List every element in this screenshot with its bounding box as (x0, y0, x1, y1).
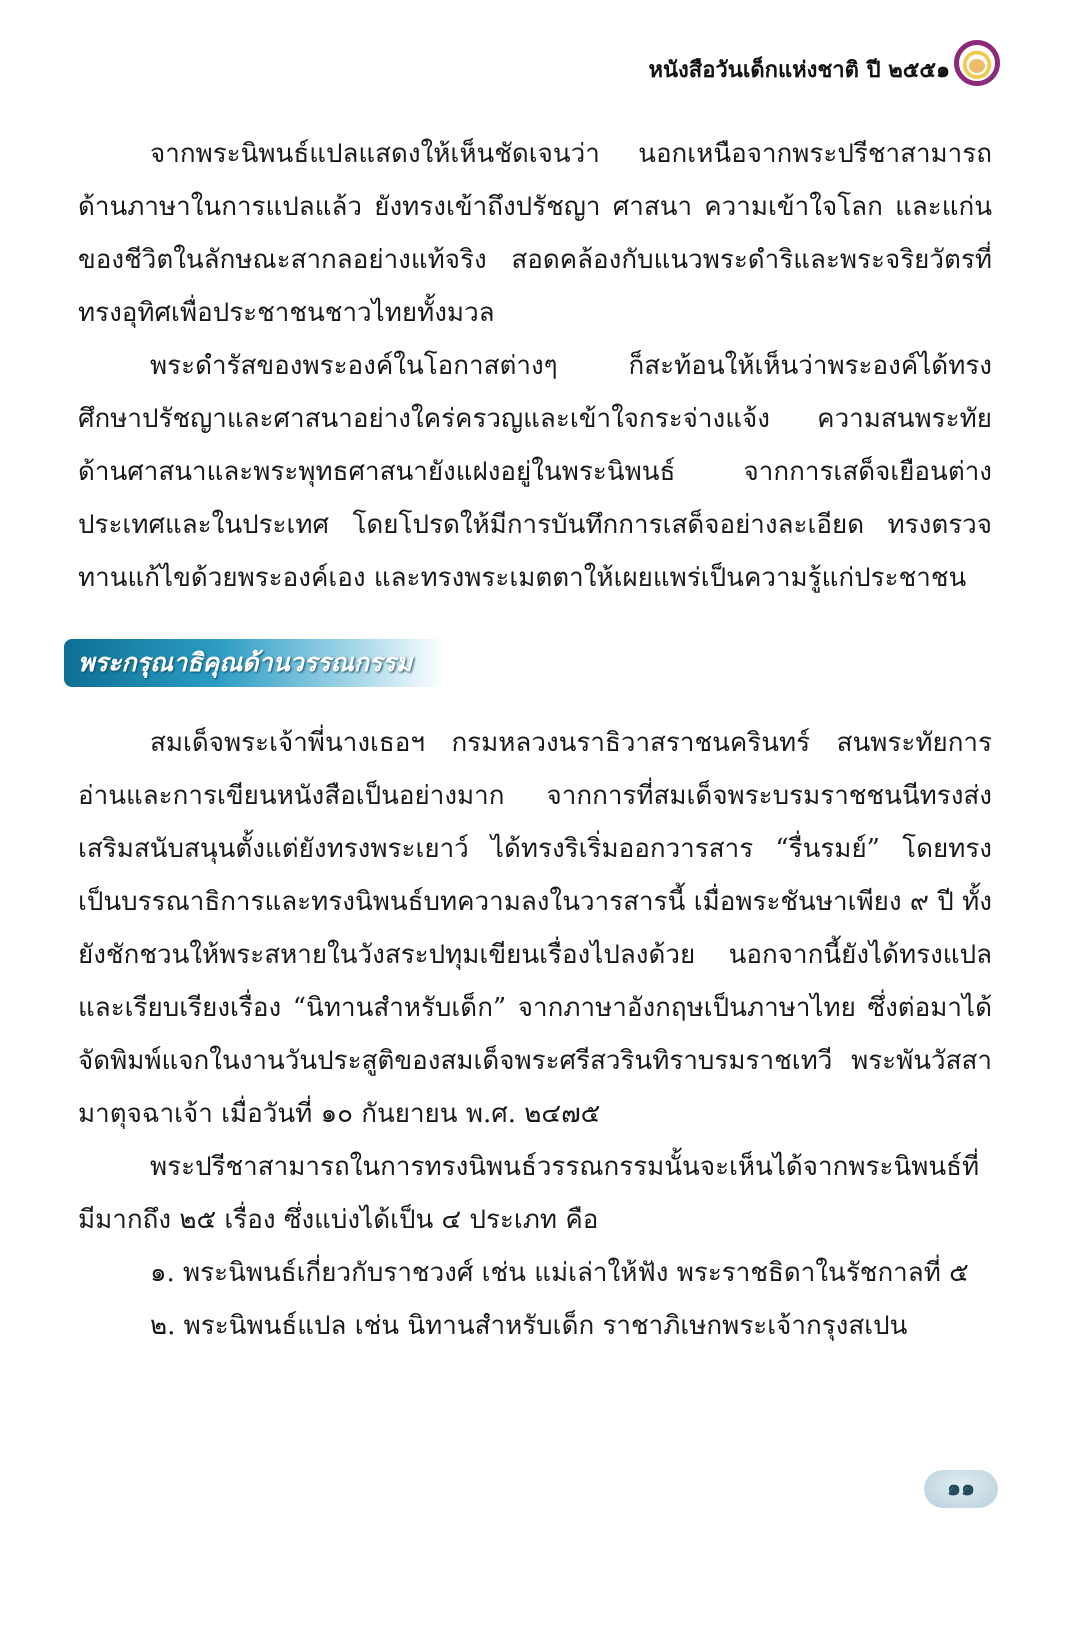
list-item-translated-works: ๒. พระนิพนธ์แปล เช่น นิทานสำหรับเด็ก ราชาภิเษกพระเจ้ากรุงสเปน (150, 1311, 908, 1341)
list-item-royal-works: ๑. พระนิพนธ์เกี่ยวกับราชวงศ์ เช่น แม่เล่าให้ฟัง พระราชธิดาในรัชกาลที่ ๕ (150, 1258, 969, 1288)
emblem-icon (954, 40, 1000, 86)
paragraph-translation-summary: จากพระนิพนธ์แปลแสดงให้เห็นชัดเจนว่า นอกเหนือจากพระปรีชาสามารถด้านภาษาในการแปลแล้ว ยังทรงเข้าถึงปรัชญา ศาสนา ความเข้าใจโลก และแก่นของชีวิตในลักษณะสากลอย่างแท้จริง สอดคล้องกับแนวพระดำริและพระจริยวัตรที่ทรงอุทิศเพื่อประชาชนชาวไทยทั้งมวล (78, 139, 992, 328)
paragraph-works-count: พระปรีชาสามารถในการทรงนิพนธ์วรรณกรรมนั้นจะเห็นได้จากพระนิพนธ์ที่มีมากถึง ๒๕ เรื่อง ซึ่งแบ่งได้เป็น ๔ ประเภท คือ (78, 1152, 980, 1235)
paragraph-literature-intro: สมเด็จพระเจ้าพี่นางเธอฯ กรมหลวงนราธิวาสราชนครินทร์ สนพระทัยการอ่านและการเขียนหนังสือเป็นอย่างมาก จากการที่สมเด็จพระบรมราชชนนีทรงส่งเสริมสนับสนุนตั้งแต่ยังทรงพระเยาว์ ได้ทรงริเริ่มออกวารสาร “รื่นรมย์” โดยทรงเป็นบรรณาธิการและทรงนิพนธ์บทความลงในวารสารนี้ เมื่อพระชันษาเพียง ๙ ปี ทั้งยังชักชวนให้พระสหายในวังสระปทุมเขียนเรื่องไปลงด้วย นอกจากนี้ยังได้ทรงแปลและเรียบเรียงเรื่อง “นิทานสำหรับเด็ก” จากภาษาอังกฤษเป็นภาษาไทย ซึ่งต่อมาได้จัดพิมพ์แจกในงานวันประสูติของสมเด็จพระศรีสวรินทิราบรมราชเทวี พระพันวัสสามาตุจฉาเจ้า เมื่อวันที่ ๑๐ กันยายน พ.ศ. ๒๔๗๕ (78, 728, 992, 1129)
running-header-title: หนังสือวันเด็กแห่งชาติ ปี ๒๕๕๑ (648, 58, 950, 83)
page-content (78, 128, 992, 1353)
page-number-badge: ๑๑ (924, 1470, 998, 1508)
section-heading-banner (64, 639, 444, 687)
section-heading-title: พระกรุณาธิคุณด้านวรรณกรรม (78, 648, 413, 677)
paragraph-philosophy-religion: พระดำรัสของพระองค์ในโอกาสต่างๆ ก็สะท้อนให้เห็นว่าพระองค์ได้ทรงศึกษาปรัชญาและศาสนาอย่างใคร่ครวญและเข้าใจกระจ่างแจ้ง ความสนพระทัยด้านศาสนาและพระพุทธศาสนายังแฝงอยู่ในพระนิพนธ์ จากการเสด็จเยือนต่างประเทศและในประเทศ โดยโปรดให้มีการบันทึกการเสด็จอย่างละเอียด ทรงตรวจทานแก้ไขด้วยพระองค์เอง และทรงพระเมตตาให้เผยแพร่เป็นความรู้แก่ประชาชน (78, 351, 992, 593)
